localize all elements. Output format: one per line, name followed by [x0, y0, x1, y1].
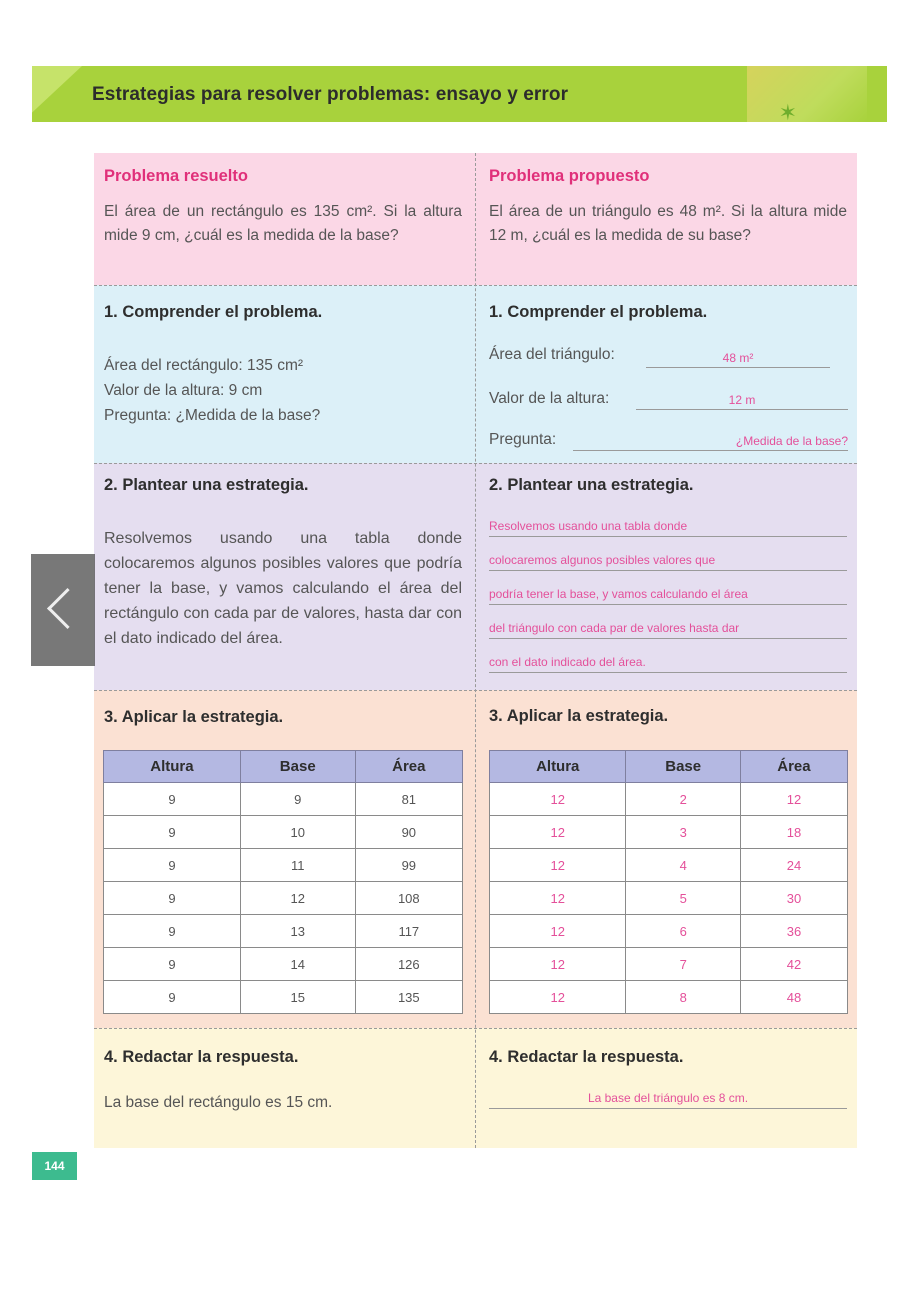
table-cell: 10: [240, 816, 355, 849]
table-cell: 9: [104, 948, 241, 981]
table-header: Área: [355, 751, 462, 783]
table-cell[interactable]: 36: [740, 915, 847, 948]
table-cell[interactable]: 6: [626, 915, 740, 948]
proposed-problem-statement: El área de un triángulo es 48 m². Si la altura mide 12 m, ¿cuál es la medida de su base?: [489, 203, 847, 244]
table-cell: 11: [240, 849, 355, 882]
table-cell: 9: [240, 783, 355, 816]
table-cell: 126: [355, 948, 462, 981]
table-header: Base: [626, 751, 740, 783]
table-row: [490, 816, 848, 849]
table-cell: 9: [104, 849, 241, 882]
solved-problem-heading: Problema resuelto: [104, 167, 248, 185]
previous-page-button[interactable]: [31, 554, 95, 666]
table-cell: 81: [355, 783, 462, 816]
table-cell[interactable]: 42: [740, 948, 847, 981]
table-row: [490, 783, 848, 816]
right-step1-label: Valor de la altura:: [489, 390, 610, 407]
page-title: Estrategias para resolver problemas: ensayo y error: [92, 84, 569, 105]
table-cell[interactable]: 12: [740, 783, 847, 816]
table-cell[interactable]: 30: [740, 882, 847, 915]
right-step1-answer[interactable]: 48 m²: [646, 349, 830, 368]
table-cell[interactable]: 8: [626, 981, 740, 1014]
table-row: [104, 816, 463, 849]
right-step1-title: 1. Comprender el problema.: [489, 303, 708, 321]
table-cell[interactable]: 12: [490, 948, 626, 981]
left-step1-line: Área del rectángulo: 135 cm²: [104, 357, 304, 374]
right-step2-line[interactable]: Resolvemos usando una tabla donde: [489, 516, 847, 537]
table-row: [104, 915, 463, 948]
table-cell: 9: [104, 882, 241, 915]
table-row: [490, 882, 848, 915]
table-header: Base: [240, 751, 355, 783]
right-step2-line[interactable]: podría tener la base, y vamos calculando el área: [489, 584, 847, 605]
table-cell: 108: [355, 882, 462, 915]
page-number: 144: [32, 1152, 77, 1180]
table-cell[interactable]: 12: [490, 849, 626, 882]
banner-decoration: [747, 66, 867, 122]
table-header: Altura: [104, 751, 241, 783]
right-step2-line[interactable]: del triángulo con cada par de valores hasta dar: [489, 618, 847, 639]
table-cell[interactable]: 3: [626, 816, 740, 849]
right-step1-answer[interactable]: 12 m: [636, 391, 848, 410]
left-answer: La base del rectángulo es 15 cm.: [104, 1094, 333, 1111]
left-step1-title: 1. Comprender el problema.: [104, 303, 323, 321]
table-cell[interactable]: 12: [490, 816, 626, 849]
table-cell: 14: [240, 948, 355, 981]
right-step1-answer[interactable]: ¿Medida de la base?: [573, 432, 848, 451]
table-cell: 90: [355, 816, 462, 849]
table-row: [490, 849, 848, 882]
right-step2-line[interactable]: con el dato indicado del área.: [489, 652, 847, 673]
table-row: [490, 981, 848, 1014]
banner-decoration: [32, 66, 82, 122]
left-step3-title: 3. Aplicar la estrategia.: [104, 708, 284, 726]
star-icon: ✶: [778, 100, 797, 122]
table-cell[interactable]: 7: [626, 948, 740, 981]
table-header: Área: [740, 751, 847, 783]
right-step1-label: Área del triángulo:: [489, 346, 615, 363]
table-row: [490, 948, 848, 981]
left-step1-line: Valor de la altura: 9 cm: [104, 382, 263, 399]
table-cell[interactable]: 12: [490, 981, 626, 1014]
table-header: Altura: [490, 751, 626, 783]
table-cell[interactable]: 48: [740, 981, 847, 1014]
column-divider: [475, 153, 476, 1148]
table-cell: 9: [104, 915, 241, 948]
table-cell: 99: [355, 849, 462, 882]
right-step2-title: 2. Plantear una estrategia.: [489, 476, 694, 494]
table-row: [104, 882, 463, 915]
table-cell[interactable]: 2: [626, 783, 740, 816]
table-cell[interactable]: 12: [490, 882, 626, 915]
table-cell: 135: [355, 981, 462, 1014]
table-cell: 15: [240, 981, 355, 1014]
right-step2-line[interactable]: colocaremos algunos posibles valores que: [489, 550, 847, 571]
proposed-problem-heading: Problema propuesto: [489, 167, 650, 185]
table-cell: 13: [240, 915, 355, 948]
right-answer[interactable]: La base del triángulo es 8 cm.: [489, 1088, 847, 1109]
table-cell: 9: [104, 816, 241, 849]
left-step1-line: Pregunta: ¿Medida de la base?: [104, 407, 321, 424]
solved-problem-statement: El área de un rectángulo es 135 cm². Si la altura mide 9 cm, ¿cuál es la medida de la base?: [104, 203, 462, 244]
right-step4-title: 4. Redactar la respuesta.: [489, 1048, 684, 1066]
right-data-table: [489, 750, 848, 1014]
left-step2-text: Resolvemos usando una tabla donde colocaremos algunos posibles valores que podría tener la base, y vamos calculando el área del rectángulo con cada par de valores, hasta dar con el dato indicado del área.: [104, 530, 462, 647]
table-row: [104, 783, 463, 816]
chevron-left-icon: [47, 588, 88, 629]
table-cell[interactable]: 24: [740, 849, 847, 882]
table-cell[interactable]: 12: [490, 915, 626, 948]
left-step4-title: 4. Redactar la respuesta.: [104, 1048, 299, 1066]
table-cell[interactable]: 12: [490, 783, 626, 816]
left-step2-title: 2. Plantear una estrategia.: [104, 476, 309, 494]
table-cell: 117: [355, 915, 462, 948]
table-row: [104, 948, 463, 981]
table-row: [490, 915, 848, 948]
table-cell: 12: [240, 882, 355, 915]
table-row: [104, 849, 463, 882]
table-cell: 9: [104, 981, 241, 1014]
table-cell[interactable]: 18: [740, 816, 847, 849]
table-cell[interactable]: 4: [626, 849, 740, 882]
left-data-table: [103, 750, 463, 1014]
right-step3-title: 3. Aplicar la estrategia.: [489, 707, 669, 725]
table-row: [104, 981, 463, 1014]
right-step1-label: Pregunta:: [489, 431, 557, 448]
table-cell[interactable]: 5: [626, 882, 740, 915]
table-cell: 9: [104, 783, 241, 816]
